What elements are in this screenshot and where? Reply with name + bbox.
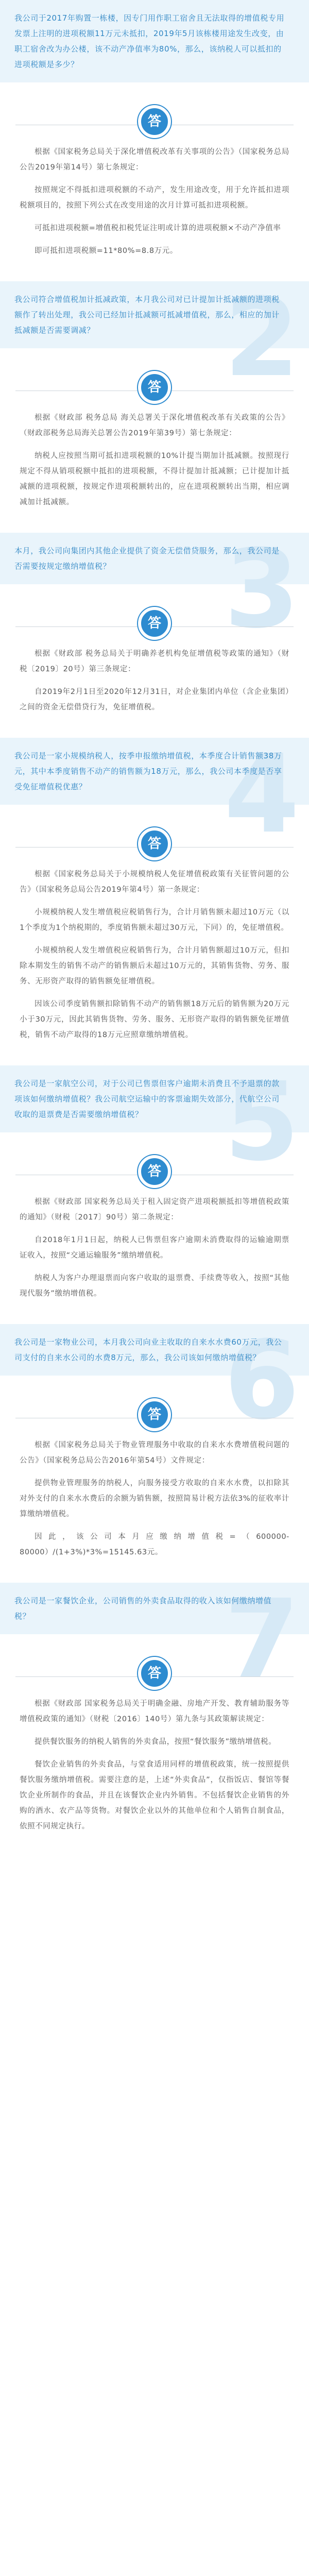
answer-paragraph: 根据《财政部 税务总局关于明确养老机构免征增值税等政策的通知》（财税〔2019〕20号）第三条规定：	[20, 650, 289, 673]
answer-divider	[0, 1648, 309, 1691]
answer-divider	[0, 818, 309, 861]
question-block	[0, 0, 309, 82]
answer-paragraph: 根据《国家税务总局关于深化增值税改革有关事项的公告》（国家税务总局公告2019年第14号）第七条规定：	[20, 148, 289, 172]
answer-paragraph: 因该公司季度销售额扣除销售不动产的销售额18万元后的销售额为20万元小于30万元，因此其销售货物、劳务、服务、无形资产取得的销售额免征增值税，销售不动产取得的18万元应照章缴纳增值税。	[20, 1000, 289, 1039]
answer-paragraph: 根据《财政部 国家税务总局关于租入固定资产进项税额抵扣等增值税政策的通知》（财税〔2017〕90号）第二条规定：	[20, 1198, 289, 1222]
answer-badge-icon: 答	[138, 607, 171, 640]
question-block	[0, 731, 309, 857]
answer-badge-icon: 答	[138, 827, 171, 860]
answer-body	[0, 139, 309, 281]
question-number: 6	[224, 1317, 300, 1444]
answer-paragraph: 提供餐饮服务的纳税人销售的外卖食品，按照“餐饮服务”缴纳增值税。	[35, 1738, 277, 1746]
answer-divider	[0, 1389, 309, 1432]
answer-paragraph: 因此，该公司本月应缴纳增值税=（600000-80000）/(1+3%)*3%=15145.63元。	[20, 1533, 289, 1556]
answer-badge-icon: 答	[138, 105, 171, 138]
answer-paragraph: 纳税人应按照当期可抵扣进项税额的10%计提当期加计抵减额。按照现行规定不得从销项税额中抵扣的进项税额，不得计提加计抵减额；已计提加计抵减额的进项税额，按规定作进项税额转出的，应在进项税额转出当期，相应调减加计抵减额。	[20, 452, 289, 506]
answer-paragraph: 即可抵扣进项税额=11*80%=8.8万元。	[35, 247, 178, 255]
answer-paragraph: 小规模纳税人发生增值税应税销售行为，合计月销售额未超过10万元（以1个季度为1个纳税期的，季度销售额未超过30万元，下同）的，免征增值税。	[20, 908, 289, 932]
answer-divider	[0, 1146, 309, 1189]
question-block	[0, 1576, 309, 1702]
answer-paragraph: 自2019年2月1日至2020年12月31日，对企业集团内单位（含企业集团）之间的资金无偿借贷行为，免征增值税。	[20, 688, 289, 711]
question-block	[0, 1059, 309, 1185]
question-block	[0, 1317, 309, 1444]
answer-badge-icon: 答	[138, 1398, 171, 1431]
question-number: 3	[224, 526, 300, 652]
answer-badge-icon: 答	[138, 1657, 171, 1690]
question-number: 7	[224, 1576, 300, 1702]
question-text: 我公司是一家物业公司，本月我公司向业主收取的自来水水费60万元，我公司支付的自来水公司的水费8万元，那么，我公司该如何缴纳增值税？	[14, 1337, 282, 1362]
answer-paragraph: 可抵扣进项税额=增值税扣税凭证注明或计算的进项税额×不动产净值率	[35, 224, 281, 232]
answer-badge-icon: 答	[138, 1155, 171, 1188]
answer-paragraph: 根据《国家税务总局关于小规模纳税人免征增值税政策有关征管问题的公告》（国家税务总局公告2019年第4号）第一条规定：	[20, 870, 289, 894]
answer-paragraph: 根据《财政部 国家税务总局关于明确金融、房地产开发、教育辅助服务等增值税政策的通知》（财税〔2016〕140号）第九条与其政策解读规定：	[20, 1700, 289, 1723]
answer-paragraph: 根据《财政部 税务总局 海关总署关于深化增值税改革有关政策的公告》（财政部税务总局海关总署公告2019年第39号）第七条规定：	[20, 414, 289, 437]
question-text: 我公司于2017年购置一栋楼，因专门用作职工宿舍且无法取得的增值税专用发票上注明的进项税额11万元未抵扣，2019年5月该栋楼用途发生改变，由职工宿舍改为办公楼，该不动产净值率为80%，那么，该纳税人可以抵扣的进项税额是多少？	[14, 13, 285, 69]
question-block	[0, 275, 309, 401]
answer-paragraph: 餐饮企业销售的外卖食品，与堂食适用同样的增值税政策，统一按照提供餐饮服务缴纳增值税。需要注意的是，上述“外卖食品”，仅指饭店、餐馆等餐饮企业所制作的食品，并且在该餐饮企业内外销售。不包括餐饮企业销售的外购的酒水、农产品等货物。对餐饮企业以外的其他单位和个人销售自制食品，依照不同规定执行。	[20, 1760, 289, 1831]
answer-paragraph: 纳税人为客户办理退票而向客户收取的退票费、手续费等收入，按照“其他现代服务”缴纳增值税。	[20, 1274, 289, 1298]
answer-body	[0, 1691, 309, 1857]
question-number: 2	[224, 275, 300, 401]
answer-body	[0, 405, 309, 533]
answer-divider	[0, 362, 309, 405]
question-text: 我公司符合增值税加计抵减政策，本月我公司对已计提加计抵减额的进项税额作了转出处理，我公司已经加计抵减额可抵减增值税，那么，相应的加计抵减额是否需要调减？	[14, 295, 280, 335]
answer-paragraph: 小规模纳税人发生增值税应税销售行为，合计月销售额超过10万元，但扣除本期发生的销售不动产的销售额后未超过10万元的，其销售货物、劳务、服务、无形资产取得的销售额免征增值税。	[20, 946, 289, 986]
question-text: 我公司是一家航空公司，对于公司已售票但客户逾期未消费且不予退票的款项该如何缴纳增值税？我公司航空运输中的客票逾期失效部分，代航空公司收取的退票费是否需要缴纳增值税？	[14, 1079, 280, 1119]
question-block	[0, 526, 309, 652]
answer-paragraph: 自2018年1月1日起，纳税人已售票但客户逾期未消费取得的运输逾期票证收入，按照“交通运输服务”缴纳增值税。	[20, 1236, 289, 1260]
answer-body	[0, 641, 309, 738]
answer-paragraph: 提供物业管理服务的纳税人，向服务接受方收取的自来水水费，以扣除其对外支付的自来水水费后的余额为销售额，按照简易计税方法依3%的征收率计算缴纳增值税。	[20, 1479, 289, 1518]
answer-paragraph: 按照规定不得抵扣进项税额的不动产，发生用途改变，用于允许抵扣进项税额项目的，按照下列公式在改变用途的次月计算可抵扣进项税额。	[20, 186, 289, 210]
question-number: 5	[224, 1059, 300, 1185]
answer-badge-icon: 答	[138, 371, 171, 404]
answer-body	[0, 1189, 309, 1324]
question-text: 本月，我公司向集团内其他企业提供了资金无偿借贷服务，那么，我公司是否需要按规定缴纳增值税？	[14, 546, 280, 571]
answer-body	[0, 861, 309, 1065]
question-number: 4	[224, 731, 300, 857]
question-text: 我公司是一家餐饮企业，公司销售的外卖食品取得的收入该如何缴纳增值税？	[14, 1596, 272, 1621]
answer-body	[0, 1432, 309, 1583]
answer-divider	[0, 598, 309, 641]
answer-divider	[0, 96, 309, 139]
question-text: 我公司是一家小规模纳税人，按季申报缴纳增值税，本季度合计销售额38万元，其中本季度销售不动产的销售额为18万元，那么，我公司本季度是否享受免征增值税优惠？	[14, 751, 282, 791]
answer-paragraph: 根据《国家税务总局关于物业管理服务中收取的自来水水费增值税问题的公告》（国家税务总局公告2016年第54号）文件规定：	[20, 1441, 289, 1465]
